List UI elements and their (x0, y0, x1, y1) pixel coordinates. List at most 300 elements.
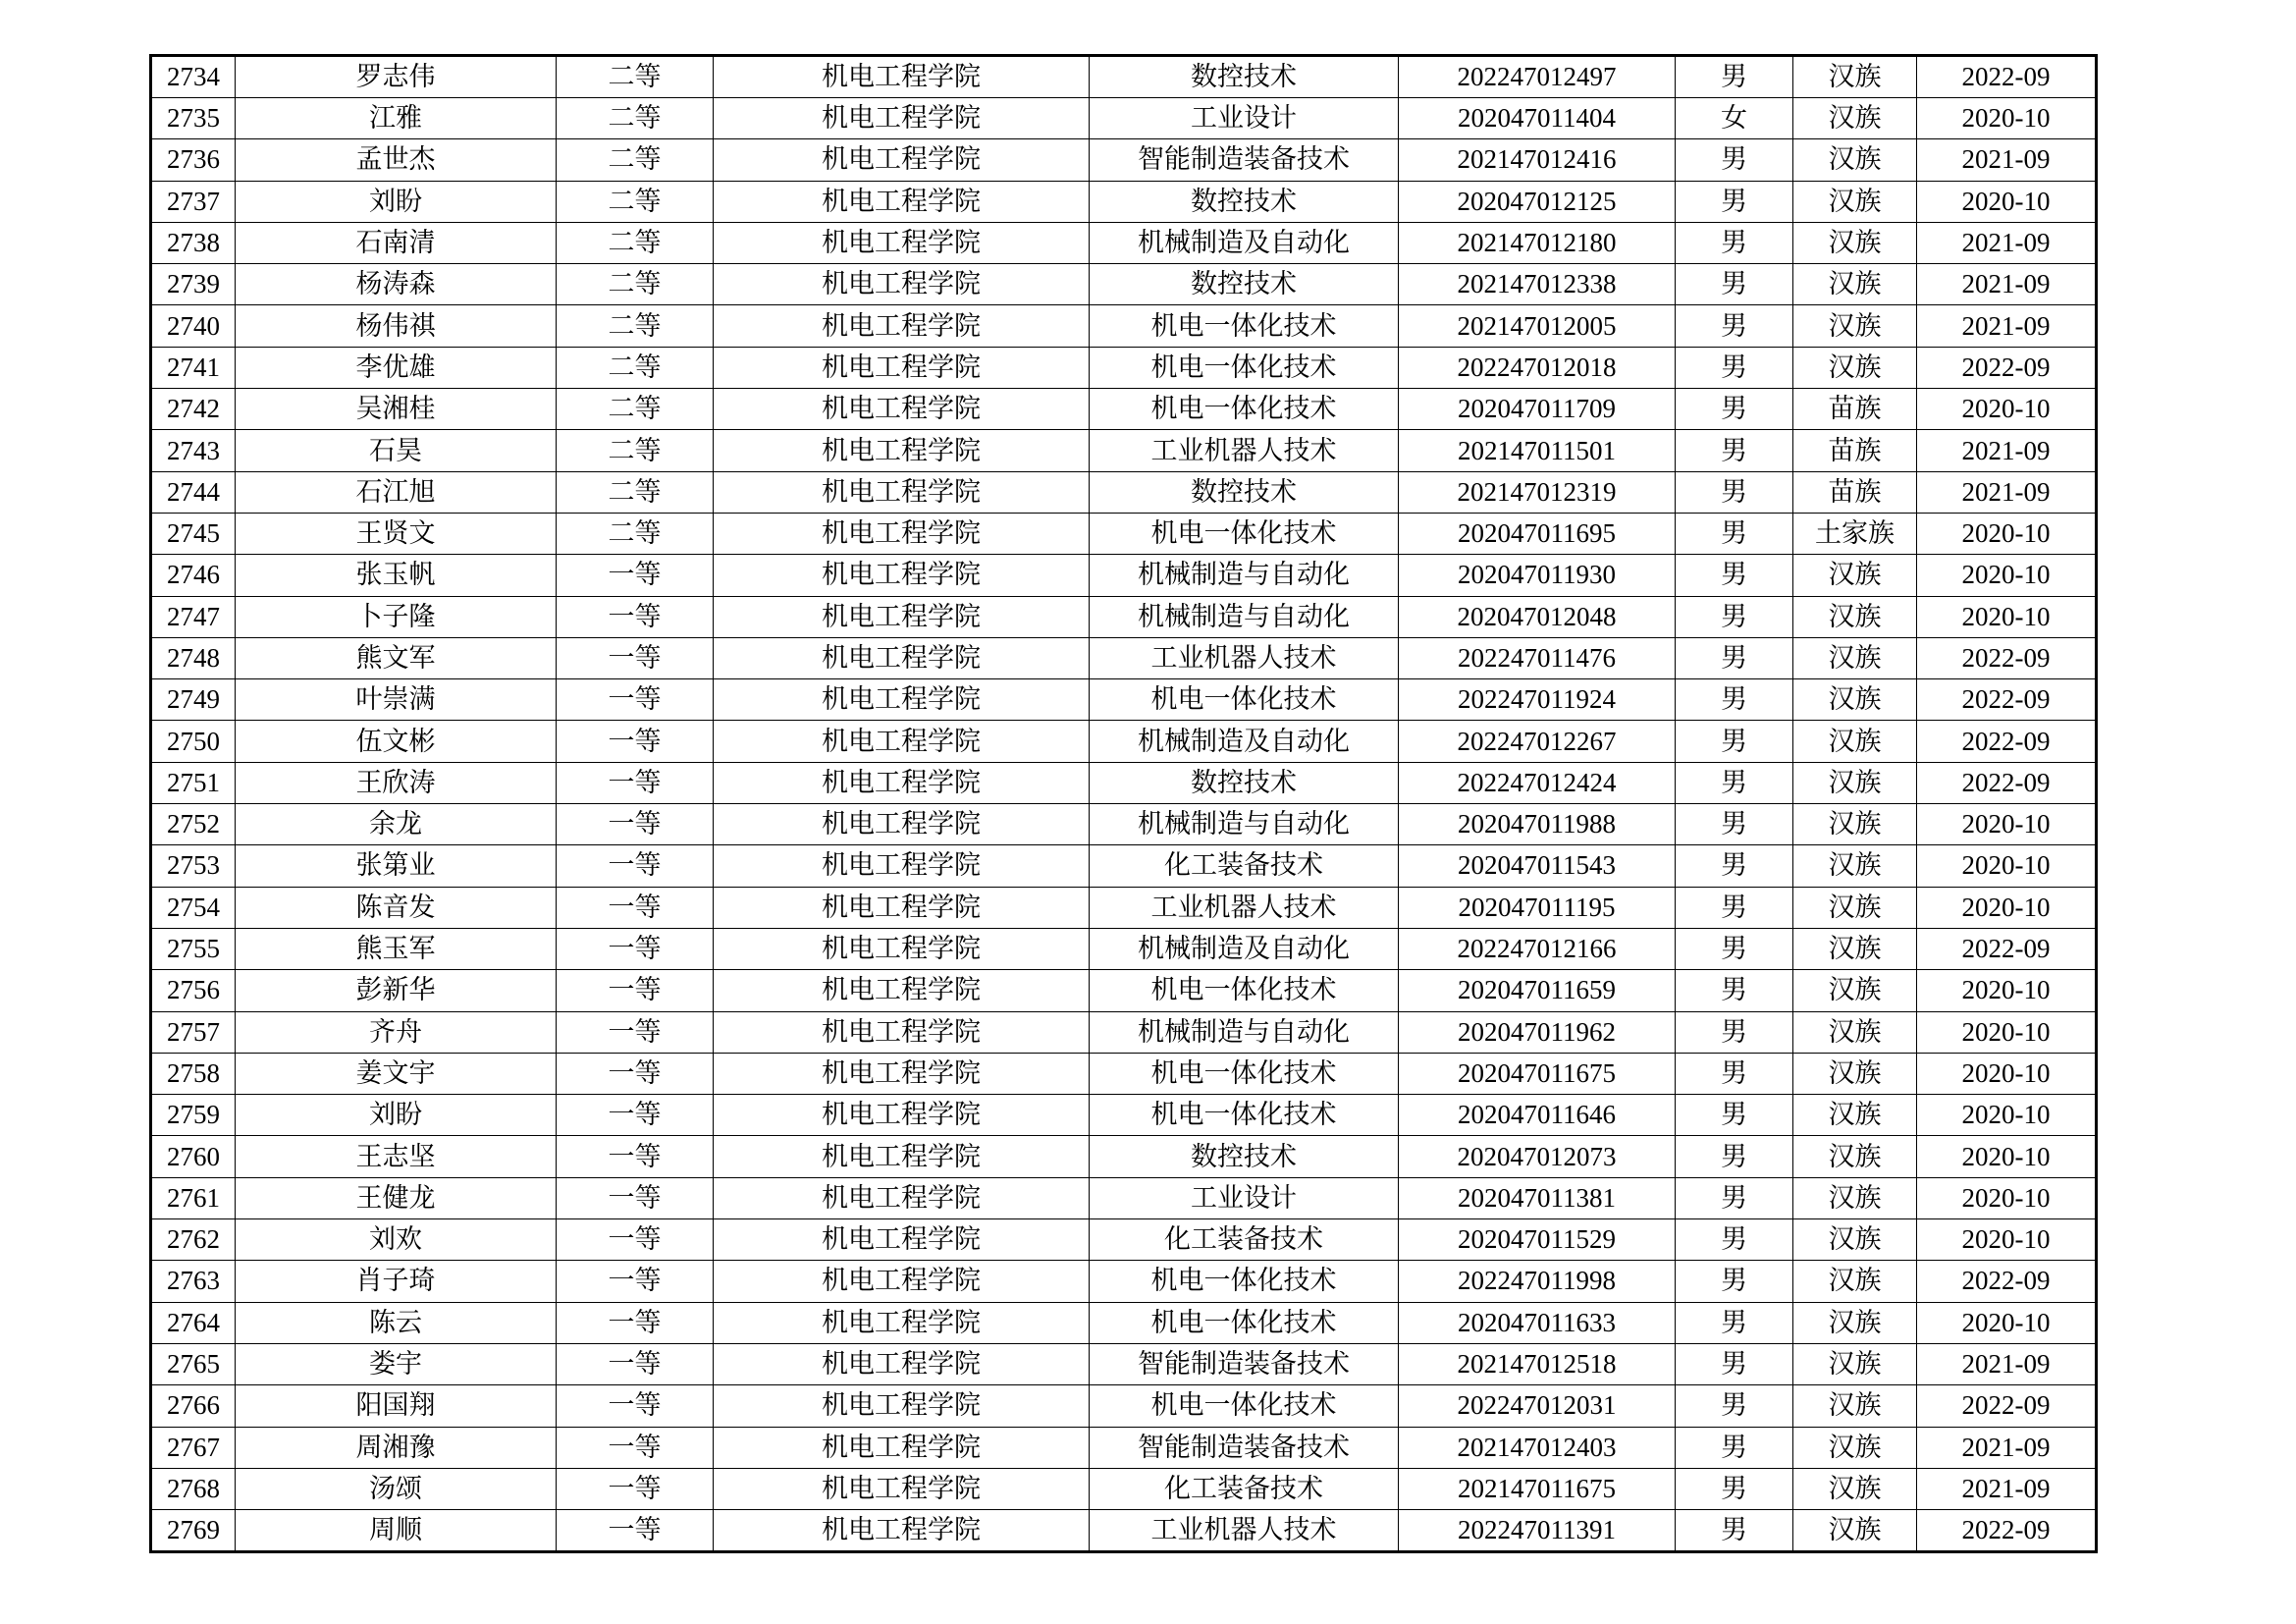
cell-number: 2748 (151, 637, 236, 678)
cell-name: 姜文宇 (236, 1053, 557, 1094)
cell-student-id: 202147012005 (1399, 305, 1676, 347)
cell-ethnicity: 汉族 (1793, 1427, 1917, 1468)
cell-enrollment-date: 2021-09 (1917, 430, 2097, 471)
cell-name: 王欣涛 (236, 762, 557, 803)
cell-major: 机械制造及自动化 (1090, 222, 1399, 263)
cell-name: 刘欢 (236, 1219, 557, 1261)
cell-ethnicity: 汉族 (1793, 970, 1917, 1011)
cell-number: 2761 (151, 1177, 236, 1218)
cell-student-id: 202147012180 (1399, 222, 1676, 263)
cell-student-id: 202147012319 (1399, 471, 1676, 513)
cell-student-id: 202047011988 (1399, 804, 1676, 845)
cell-ethnicity: 汉族 (1793, 1053, 1917, 1094)
table-row (151, 1219, 2097, 1261)
cell-college: 机电工程学院 (714, 430, 1090, 471)
cell-award-level: 一等 (557, 1136, 714, 1177)
table-row (151, 804, 2097, 845)
cell-name: 王志坚 (236, 1136, 557, 1177)
cell-name: 刘盼 (236, 181, 557, 222)
cell-number: 2740 (151, 305, 236, 347)
table-row (151, 1385, 2097, 1427)
cell-major: 机电一体化技术 (1090, 305, 1399, 347)
cell-number: 2734 (151, 56, 236, 98)
cell-award-level: 二等 (557, 98, 714, 139)
cell-number: 2737 (151, 181, 236, 222)
cell-name: 王健龙 (236, 1177, 557, 1218)
cell-major: 数控技术 (1090, 762, 1399, 803)
cell-major: 工业机器人技术 (1090, 887, 1399, 928)
cell-number: 2758 (151, 1053, 236, 1094)
cell-award-level: 二等 (557, 389, 714, 430)
cell-major: 化工装备技术 (1090, 1468, 1399, 1509)
cell-enrollment-date: 2020-10 (1917, 513, 2097, 554)
cell-gender: 男 (1676, 56, 1793, 98)
cell-ethnicity: 汉族 (1793, 1261, 1917, 1302)
cell-enrollment-date: 2022-09 (1917, 56, 2097, 98)
cell-student-id: 202247011391 (1399, 1510, 1676, 1552)
cell-ethnicity: 汉族 (1793, 1177, 1917, 1218)
cell-gender: 男 (1676, 637, 1793, 678)
cell-major: 机电一体化技术 (1090, 389, 1399, 430)
cell-major: 数控技术 (1090, 471, 1399, 513)
cell-major: 机电一体化技术 (1090, 1095, 1399, 1136)
cell-ethnicity: 汉族 (1793, 887, 1917, 928)
cell-name: 余龙 (236, 804, 557, 845)
cell-award-level: 二等 (557, 430, 714, 471)
cell-major: 智能制造装备技术 (1090, 139, 1399, 181)
cell-college: 机电工程学院 (714, 1261, 1090, 1302)
cell-student-id: 202047011695 (1399, 513, 1676, 554)
cell-ethnicity: 汉族 (1793, 596, 1917, 637)
cell-enrollment-date: 2022-09 (1917, 1261, 2097, 1302)
cell-gender: 男 (1676, 555, 1793, 596)
cell-major: 机电一体化技术 (1090, 513, 1399, 554)
cell-gender: 男 (1676, 1468, 1793, 1509)
cell-number: 2749 (151, 679, 236, 721)
cell-major: 机械制造及自动化 (1090, 721, 1399, 762)
cell-ethnicity: 汉族 (1793, 762, 1917, 803)
cell-college: 机电工程学院 (714, 181, 1090, 222)
cell-ethnicity: 汉族 (1793, 555, 1917, 596)
cell-number: 2736 (151, 139, 236, 181)
cell-major: 数控技术 (1090, 56, 1399, 98)
table-row (151, 970, 2097, 1011)
cell-ethnicity: 汉族 (1793, 264, 1917, 305)
cell-college: 机电工程学院 (714, 471, 1090, 513)
cell-award-level: 一等 (557, 1095, 714, 1136)
cell-gender: 男 (1676, 305, 1793, 347)
cell-major: 机电一体化技术 (1090, 1385, 1399, 1427)
cell-ethnicity: 汉族 (1793, 305, 1917, 347)
cell-award-level: 二等 (557, 513, 714, 554)
cell-major: 机电一体化技术 (1090, 970, 1399, 1011)
table-body (151, 56, 2097, 1552)
cell-gender: 男 (1676, 1510, 1793, 1552)
cell-number: 2763 (151, 1261, 236, 1302)
cell-enrollment-date: 2022-09 (1917, 637, 2097, 678)
cell-student-id: 202247012166 (1399, 928, 1676, 969)
cell-award-level: 一等 (557, 1385, 714, 1427)
cell-college: 机电工程学院 (714, 513, 1090, 554)
cell-ethnicity: 汉族 (1793, 1385, 1917, 1427)
cell-name: 张第业 (236, 845, 557, 887)
cell-award-level: 一等 (557, 637, 714, 678)
table-row (151, 264, 2097, 305)
cell-enrollment-date: 2020-10 (1917, 1302, 2097, 1343)
cell-award-level: 一等 (557, 762, 714, 803)
table-row (151, 181, 2097, 222)
cell-college: 机电工程学院 (714, 1510, 1090, 1552)
cell-gender: 男 (1676, 1177, 1793, 1218)
cell-gender: 男 (1676, 1427, 1793, 1468)
cell-ethnicity: 苗族 (1793, 389, 1917, 430)
cell-number: 2739 (151, 264, 236, 305)
cell-enrollment-date: 2022-09 (1917, 347, 2097, 388)
cell-college: 机电工程学院 (714, 1468, 1090, 1509)
cell-major: 数控技术 (1090, 264, 1399, 305)
cell-number: 2752 (151, 804, 236, 845)
cell-enrollment-date: 2020-10 (1917, 804, 2097, 845)
cell-student-id: 202147012403 (1399, 1427, 1676, 1468)
cell-number: 2766 (151, 1385, 236, 1427)
table-row (151, 513, 2097, 554)
cell-gender: 男 (1676, 1343, 1793, 1384)
cell-name: 彭新华 (236, 970, 557, 1011)
cell-college: 机电工程学院 (714, 804, 1090, 845)
cell-major: 机电一体化技术 (1090, 1302, 1399, 1343)
cell-number: 2747 (151, 596, 236, 637)
table-row (151, 430, 2097, 471)
cell-college: 机电工程学院 (714, 222, 1090, 263)
cell-major: 数控技术 (1090, 181, 1399, 222)
cell-name: 娄宇 (236, 1343, 557, 1384)
cell-college: 机电工程学院 (714, 305, 1090, 347)
cell-award-level: 一等 (557, 1510, 714, 1552)
cell-major: 机械制造与自动化 (1090, 1011, 1399, 1053)
cell-enrollment-date: 2021-09 (1917, 222, 2097, 263)
cell-ethnicity: 汉族 (1793, 804, 1917, 845)
cell-name: 陈音发 (236, 887, 557, 928)
cell-ethnicity: 汉族 (1793, 222, 1917, 263)
table-row (151, 845, 2097, 887)
cell-major: 机械制造与自动化 (1090, 555, 1399, 596)
cell-gender: 男 (1676, 887, 1793, 928)
cell-gender: 男 (1676, 139, 1793, 181)
cell-enrollment-date: 2020-10 (1917, 1136, 2097, 1177)
cell-college: 机电工程学院 (714, 1219, 1090, 1261)
cell-number: 2741 (151, 347, 236, 388)
cell-ethnicity: 汉族 (1793, 181, 1917, 222)
cell-award-level: 二等 (557, 222, 714, 263)
table-row (151, 721, 2097, 762)
cell-major: 机械制造与自动化 (1090, 596, 1399, 637)
cell-gender: 男 (1676, 1095, 1793, 1136)
cell-name: 李优雄 (236, 347, 557, 388)
cell-enrollment-date: 2021-09 (1917, 1343, 2097, 1384)
cell-name: 石江旭 (236, 471, 557, 513)
cell-name: 杨伟祺 (236, 305, 557, 347)
cell-college: 机电工程学院 (714, 1095, 1090, 1136)
table-row (151, 637, 2097, 678)
cell-number: 2762 (151, 1219, 236, 1261)
cell-award-level: 一等 (557, 555, 714, 596)
cell-enrollment-date: 2020-10 (1917, 1011, 2097, 1053)
table-row (151, 98, 2097, 139)
cell-student-id: 202247011476 (1399, 637, 1676, 678)
cell-gender: 男 (1676, 222, 1793, 263)
cell-award-level: 一等 (557, 1011, 714, 1053)
cell-major: 机电一体化技术 (1090, 679, 1399, 721)
cell-college: 机电工程学院 (714, 139, 1090, 181)
cell-number: 2754 (151, 887, 236, 928)
cell-college: 机电工程学院 (714, 679, 1090, 721)
table-row (151, 1302, 2097, 1343)
cell-student-id: 202047012073 (1399, 1136, 1676, 1177)
cell-name: 卜子隆 (236, 596, 557, 637)
cell-ethnicity: 汉族 (1793, 1302, 1917, 1343)
cell-gender: 女 (1676, 98, 1793, 139)
cell-major: 智能制造装备技术 (1090, 1427, 1399, 1468)
table-row (151, 1468, 2097, 1509)
cell-award-level: 一等 (557, 928, 714, 969)
cell-enrollment-date: 2020-10 (1917, 1177, 2097, 1218)
cell-award-level: 一等 (557, 596, 714, 637)
cell-award-level: 一等 (557, 804, 714, 845)
cell-ethnicity: 汉族 (1793, 139, 1917, 181)
cell-student-id: 202247012497 (1399, 56, 1676, 98)
cell-name: 石南清 (236, 222, 557, 263)
cell-enrollment-date: 2021-09 (1917, 305, 2097, 347)
cell-award-level: 二等 (557, 56, 714, 98)
cell-number: 2759 (151, 1095, 236, 1136)
cell-ethnicity: 汉族 (1793, 1136, 1917, 1177)
cell-college: 机电工程学院 (714, 555, 1090, 596)
cell-ethnicity: 汉族 (1793, 347, 1917, 388)
cell-college: 机电工程学院 (714, 1427, 1090, 1468)
cell-ethnicity: 汉族 (1793, 637, 1917, 678)
cell-enrollment-date: 2021-09 (1917, 471, 2097, 513)
table-row (151, 1177, 2097, 1218)
cell-student-id: 202047011659 (1399, 970, 1676, 1011)
cell-enrollment-date: 2020-10 (1917, 1053, 2097, 1094)
table-row (151, 596, 2097, 637)
cell-name: 肖子琦 (236, 1261, 557, 1302)
cell-number: 2745 (151, 513, 236, 554)
cell-college: 机电工程学院 (714, 1343, 1090, 1384)
cell-student-id: 202047011646 (1399, 1095, 1676, 1136)
cell-award-level: 一等 (557, 1302, 714, 1343)
cell-student-id: 202047011404 (1399, 98, 1676, 139)
cell-enrollment-date: 2020-10 (1917, 1095, 2097, 1136)
cell-number: 2750 (151, 721, 236, 762)
cell-ethnicity: 汉族 (1793, 1510, 1917, 1552)
table-row (151, 762, 2097, 803)
cell-name: 齐舟 (236, 1011, 557, 1053)
cell-major: 工业机器人技术 (1090, 430, 1399, 471)
cell-major: 机电一体化技术 (1090, 1053, 1399, 1094)
cell-major: 机械制造及自动化 (1090, 928, 1399, 969)
cell-award-level: 一等 (557, 721, 714, 762)
cell-enrollment-date: 2021-09 (1917, 1427, 2097, 1468)
cell-enrollment-date: 2021-09 (1917, 264, 2097, 305)
cell-number: 2765 (151, 1343, 236, 1384)
cell-student-id: 202147012518 (1399, 1343, 1676, 1384)
cell-student-id: 202147012338 (1399, 264, 1676, 305)
cell-award-level: 一等 (557, 679, 714, 721)
cell-name: 孟世杰 (236, 139, 557, 181)
cell-gender: 男 (1676, 1219, 1793, 1261)
cell-gender: 男 (1676, 804, 1793, 845)
cell-ethnicity: 土家族 (1793, 513, 1917, 554)
table-row (151, 928, 2097, 969)
cell-name: 罗志伟 (236, 56, 557, 98)
cell-gender: 男 (1676, 679, 1793, 721)
cell-award-level: 一等 (557, 1427, 714, 1468)
cell-college: 机电工程学院 (714, 596, 1090, 637)
cell-award-level: 二等 (557, 471, 714, 513)
cell-major: 工业机器人技术 (1090, 1510, 1399, 1552)
cell-name: 陈云 (236, 1302, 557, 1343)
cell-number: 2757 (151, 1011, 236, 1053)
cell-ethnicity: 汉族 (1793, 845, 1917, 887)
cell-ethnicity: 苗族 (1793, 430, 1917, 471)
cell-major: 化工装备技术 (1090, 1219, 1399, 1261)
cell-name: 周湘豫 (236, 1427, 557, 1468)
cell-college: 机电工程学院 (714, 1053, 1090, 1094)
table-row (151, 1053, 2097, 1094)
cell-gender: 男 (1676, 1053, 1793, 1094)
cell-name: 周顺 (236, 1510, 557, 1552)
cell-enrollment-date: 2020-10 (1917, 555, 2097, 596)
cell-ethnicity: 汉族 (1793, 1011, 1917, 1053)
cell-name: 伍文彬 (236, 721, 557, 762)
cell-college: 机电工程学院 (714, 970, 1090, 1011)
cell-enrollment-date: 2020-10 (1917, 1219, 2097, 1261)
cell-enrollment-date: 2020-10 (1917, 98, 2097, 139)
cell-enrollment-date: 2022-09 (1917, 721, 2097, 762)
cell-ethnicity: 汉族 (1793, 1343, 1917, 1384)
cell-number: 2755 (151, 928, 236, 969)
cell-gender: 男 (1676, 721, 1793, 762)
cell-student-id: 202047011709 (1399, 389, 1676, 430)
cell-ethnicity: 汉族 (1793, 928, 1917, 969)
cell-college: 机电工程学院 (714, 98, 1090, 139)
cell-number: 2746 (151, 555, 236, 596)
award-list-table (149, 54, 2098, 1553)
cell-name: 阳国翔 (236, 1385, 557, 1427)
cell-gender: 男 (1676, 970, 1793, 1011)
cell-gender: 男 (1676, 1136, 1793, 1177)
cell-number: 2769 (151, 1510, 236, 1552)
cell-major: 化工装备技术 (1090, 845, 1399, 887)
table-row (151, 1136, 2097, 1177)
cell-number: 2744 (151, 471, 236, 513)
cell-number: 2738 (151, 222, 236, 263)
cell-ethnicity: 汉族 (1793, 1468, 1917, 1509)
cell-award-level: 一等 (557, 1468, 714, 1509)
cell-college: 机电工程学院 (714, 928, 1090, 969)
cell-name: 王贤文 (236, 513, 557, 554)
cell-name: 杨涛森 (236, 264, 557, 305)
cell-college: 机电工程学院 (714, 347, 1090, 388)
cell-enrollment-date: 2020-10 (1917, 970, 2097, 1011)
table-row (151, 679, 2097, 721)
cell-gender: 男 (1676, 347, 1793, 388)
cell-number: 2743 (151, 430, 236, 471)
cell-name: 刘盼 (236, 1095, 557, 1136)
cell-college: 机电工程学院 (714, 389, 1090, 430)
cell-name: 熊玉军 (236, 928, 557, 969)
table-row (151, 389, 2097, 430)
cell-number: 2764 (151, 1302, 236, 1343)
cell-student-id: 202247012031 (1399, 1385, 1676, 1427)
cell-college: 机电工程学院 (714, 1011, 1090, 1053)
cell-name: 汤颂 (236, 1468, 557, 1509)
cell-gender: 男 (1676, 1261, 1793, 1302)
cell-ethnicity: 汉族 (1793, 1219, 1917, 1261)
cell-name: 叶崇满 (236, 679, 557, 721)
cell-major: 工业设计 (1090, 1177, 1399, 1218)
cell-gender: 男 (1676, 430, 1793, 471)
cell-award-level: 一等 (557, 1343, 714, 1384)
cell-gender: 男 (1676, 1302, 1793, 1343)
table-row (151, 305, 2097, 347)
cell-name: 石昊 (236, 430, 557, 471)
cell-enrollment-date: 2020-10 (1917, 181, 2097, 222)
cell-enrollment-date: 2022-09 (1917, 1510, 2097, 1552)
cell-number: 2751 (151, 762, 236, 803)
cell-student-id: 202047011962 (1399, 1011, 1676, 1053)
cell-student-id: 202247011924 (1399, 679, 1676, 721)
cell-student-id: 202147011501 (1399, 430, 1676, 471)
cell-gender: 男 (1676, 1385, 1793, 1427)
cell-college: 机电工程学院 (714, 56, 1090, 98)
cell-major: 机械制造与自动化 (1090, 804, 1399, 845)
cell-ethnicity: 汉族 (1793, 98, 1917, 139)
cell-student-id: 202047011675 (1399, 1053, 1676, 1094)
cell-college: 机电工程学院 (714, 1177, 1090, 1218)
cell-number: 2756 (151, 970, 236, 1011)
cell-college: 机电工程学院 (714, 264, 1090, 305)
cell-student-id: 202047011381 (1399, 1177, 1676, 1218)
cell-student-id: 202047012125 (1399, 181, 1676, 222)
cell-student-id: 202247012018 (1399, 347, 1676, 388)
cell-college: 机电工程学院 (714, 721, 1090, 762)
table-row (151, 1343, 2097, 1384)
table-row (151, 1261, 2097, 1302)
table-row (151, 1510, 2097, 1552)
cell-major: 工业机器人技术 (1090, 637, 1399, 678)
cell-gender: 男 (1676, 928, 1793, 969)
table-row (151, 139, 2097, 181)
cell-ethnicity: 苗族 (1793, 471, 1917, 513)
cell-name: 吴湘桂 (236, 389, 557, 430)
cell-college: 机电工程学院 (714, 887, 1090, 928)
cell-ethnicity: 汉族 (1793, 721, 1917, 762)
cell-student-id: 202047011633 (1399, 1302, 1676, 1343)
cell-college: 机电工程学院 (714, 1302, 1090, 1343)
table-row (151, 347, 2097, 388)
cell-enrollment-date: 2021-09 (1917, 1468, 2097, 1509)
cell-enrollment-date: 2022-09 (1917, 928, 2097, 969)
cell-enrollment-date: 2022-09 (1917, 762, 2097, 803)
cell-gender: 男 (1676, 596, 1793, 637)
table-row (151, 471, 2097, 513)
cell-gender: 男 (1676, 264, 1793, 305)
cell-college: 机电工程学院 (714, 1385, 1090, 1427)
cell-major: 机电一体化技术 (1090, 347, 1399, 388)
cell-student-id: 202247011998 (1399, 1261, 1676, 1302)
